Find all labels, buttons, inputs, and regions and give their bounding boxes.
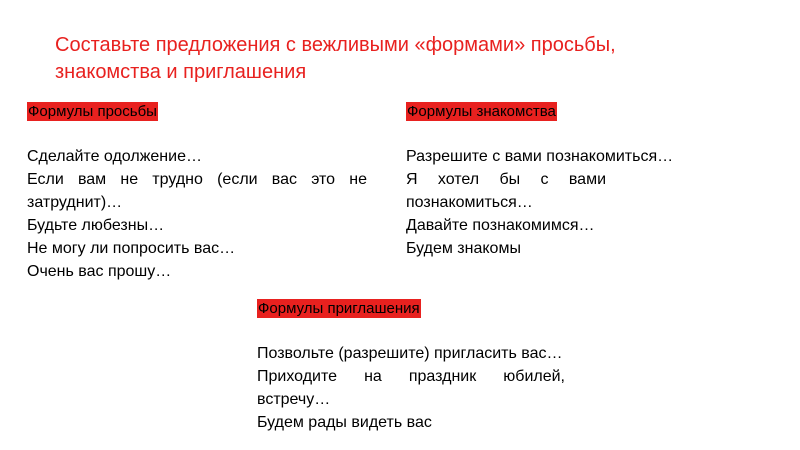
slide-title-line-2: знакомства и приглашения [55, 61, 307, 83]
acquaintance-formulas-section [406, 102, 746, 260]
list-item: Позвольте (разрешите) пригласить вас… [257, 345, 563, 362]
list-item: Приходите на праздник юбилей, встречу… [257, 368, 565, 408]
request-formulas-list [27, 145, 367, 283]
request-formulas-heading: Формулы просьбы [28, 103, 157, 120]
invitation-formulas-list [257, 342, 577, 434]
slide-title [55, 32, 755, 86]
list-item: Сделайте одолжение… [27, 148, 202, 165]
request-formulas-section [27, 102, 367, 283]
list-item: Будьте любезны… [27, 217, 165, 234]
list-item: Если вам не трудно (если вас это не затруднит)… [27, 171, 367, 211]
list-item: Я хотел бы с вами познакомиться… [406, 171, 606, 211]
invitation-formulas-heading: Формулы приглашения [258, 300, 420, 317]
list-item: Очень вас прошу… [27, 263, 172, 280]
list-item: Разрешите с вами познакомиться… [406, 148, 674, 165]
list-item: Давайте познакомимся… [406, 217, 595, 234]
acquaintance-formulas-list [406, 145, 746, 260]
list-item: Не могу ли попросить вас… [27, 240, 236, 257]
list-item: Будем знакомы [406, 240, 521, 257]
slide-title-line-1: Составьте предложения с вежливыми «формами» просьбы, [55, 34, 616, 56]
acquaintance-formulas-heading: Формулы знакомства [407, 103, 556, 120]
list-item: Будем рады видеть вас [257, 414, 432, 431]
invitation-formulas-section [257, 299, 577, 434]
